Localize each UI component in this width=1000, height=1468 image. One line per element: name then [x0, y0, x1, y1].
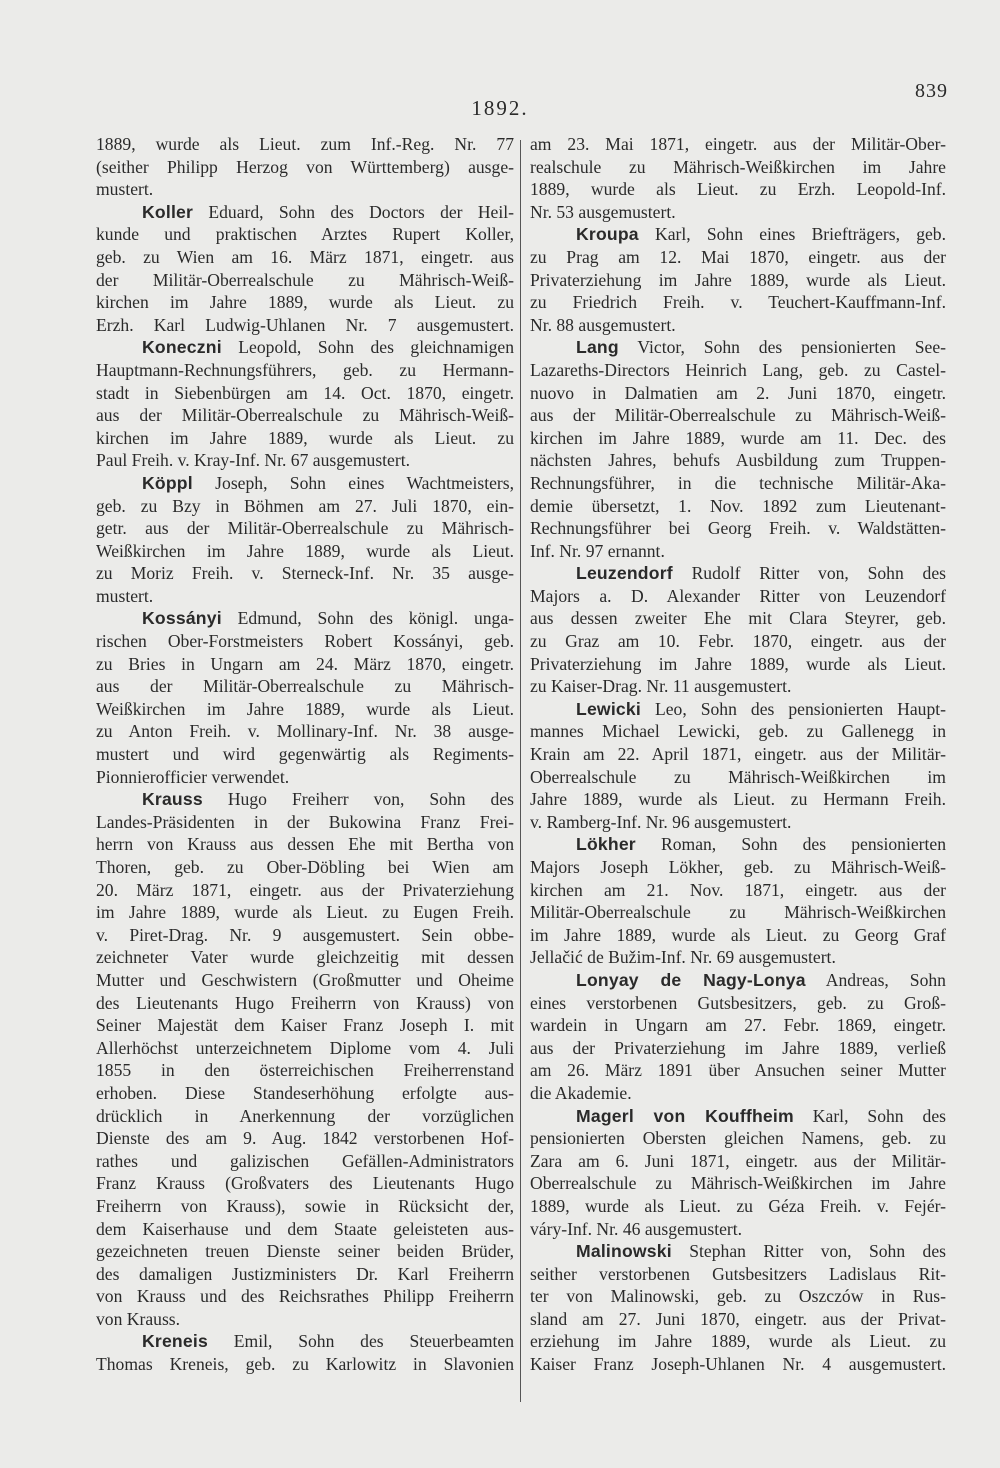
text-line — [530, 630, 946, 653]
text-line — [96, 1308, 514, 1331]
text-line — [530, 992, 946, 1015]
line-text: Dienste des am 9. Aug. 1842 verstorbenen Hof- — [96, 1128, 514, 1149]
line-text: Pionnierofficier verwendet. — [96, 766, 290, 787]
text-line — [96, 1059, 514, 1082]
line-text: gezeichneten treuen Dienste seiner beiden Brüder, — [96, 1241, 514, 1262]
text-line — [530, 1195, 946, 1218]
text-line — [96, 178, 514, 201]
line-text: váry-Inf. Nr. 46 ausgemustert. — [530, 1218, 743, 1239]
line-text: Victor, Sohn des pensionierten See- — [618, 337, 946, 358]
text-line — [96, 743, 514, 766]
text-line — [530, 675, 946, 698]
text-line — [530, 314, 946, 337]
line-text: Nr. 88 ausgemustert. — [530, 314, 676, 335]
text-line — [530, 427, 946, 450]
text-line — [530, 1308, 946, 1331]
line-text: Franz Krauss (Großvaters des Lieutenants Hugo — [96, 1173, 514, 1194]
line-text: Seiner Majestät dem Kaiser Franz Joseph I. mit — [96, 1015, 514, 1036]
line-text: geb. zu Wien am 16. März 1871, eingetr. aus — [96, 246, 514, 267]
line-text: am 26. März 1891 über Ansuchen seiner Mutter — [530, 1060, 946, 1081]
line-text: zu Friedrich Freih. v. Teuchert-Kauffmann-Inf. — [530, 292, 946, 313]
line-text: Karl, Sohn eines Briefträgers, geb. — [638, 224, 946, 245]
text-line — [530, 449, 946, 472]
line-text: kirchen im Jahre 1889, wurde am 11. Dec. des — [530, 427, 946, 448]
text-line — [530, 1240, 946, 1263]
text-line — [530, 585, 946, 608]
line-text: 1855 in den österreichischen Freiherrenstand — [96, 1060, 514, 1081]
text-line — [530, 969, 946, 992]
text-line — [530, 1330, 946, 1353]
line-text: zeichneter Vater wurde gleichzeitig mit dessen — [96, 947, 514, 968]
line-text: v. Ramberg-Inf. Nr. 96 ausgemustert. — [530, 811, 792, 832]
text-line — [96, 540, 514, 563]
line-text: 1889, wurde als Lieut. zu Géza Freih. v. Fejér- — [530, 1195, 946, 1216]
line-text: seither verstorbenen Gutsbesitzers Ladislaus Rit- — [530, 1263, 946, 1284]
text-line — [96, 336, 514, 359]
text-line — [96, 382, 514, 405]
line-text: Stephan Ritter von, Sohn des — [671, 1241, 946, 1262]
line-text: Freiherrn von Krauss), sowie in Rücksicht der, — [96, 1195, 514, 1216]
line-text: im Jahre 1889, wurde als Lieut. zu Georg Graf — [530, 924, 946, 945]
text-line — [96, 607, 514, 630]
text-line — [96, 427, 514, 450]
text-line — [96, 201, 514, 224]
line-text: Mutter und Geschwistern (Großmutter und Oheime — [96, 969, 514, 990]
entry-name: Malinowski — [576, 1241, 672, 1262]
line-text: zu Bries in Ungarn am 24. März 1870, eingetr. — [96, 653, 514, 674]
line-text: Thoren, geb. zu Ober-Döbling bei Wien am — [96, 857, 514, 877]
line-text: getr. aus der Militär-Oberrealschule zu Mährisch- — [96, 518, 514, 539]
line-text: von Krauss und des Reichsrathes Philipp Freiherrn — [96, 1286, 514, 1307]
line-text: nuovo in Dalmatien am 2. Juni 1870, eingetr. — [530, 382, 946, 403]
line-text: Inf. Nr. 97 ernannt. — [530, 540, 665, 561]
text-line — [96, 585, 514, 608]
line-text: Leo, Sohn des pensionierten Haupt- — [640, 698, 946, 719]
line-text: Zara am 6. Juni 1871, eingetr. aus der Militär- — [530, 1150, 946, 1171]
text-line — [530, 562, 946, 585]
line-text: Majors Joseph Lökher, geb. zu Mährisch-Weiß- — [530, 857, 946, 877]
line-text: Weißkirchen im Jahre 1889, wurde als Lieut. — [96, 540, 514, 561]
text-line — [530, 1150, 946, 1173]
line-text: des Lieutenants Hugo Freiherrn von Krauss) von — [96, 992, 514, 1013]
text-line — [96, 449, 514, 472]
text-line — [96, 788, 514, 811]
line-text: erhoben. Diese Standeserhöhung erfolgte aus- — [96, 1082, 514, 1103]
text-line — [96, 856, 514, 879]
text-line — [96, 653, 514, 676]
text-line — [530, 1105, 946, 1128]
text-line — [530, 359, 946, 382]
line-text: Edmund, Sohn des königl. unga- — [221, 608, 514, 629]
text-line — [96, 675, 514, 698]
text-line — [96, 1195, 514, 1218]
text-line — [530, 653, 946, 676]
text-line — [530, 607, 946, 630]
line-text: geb. zu Bzy in Böhmen am 27. Juli 1870, ein- — [96, 495, 514, 516]
text-line — [530, 246, 946, 269]
line-text: Kaiser Franz Joseph-Uhlanen Nr. 4 ausgemustert. — [530, 1354, 946, 1375]
line-text: ter von Malinowski, geb. zu Oszczów in Rus- — [530, 1286, 946, 1307]
text-line — [96, 1127, 514, 1150]
text-line — [530, 1172, 946, 1195]
text-line — [96, 269, 514, 292]
text-line — [530, 901, 946, 924]
line-text: der Militär-Oberrealschule zu Mährisch-Weiß- — [96, 269, 514, 290]
line-text: Andreas, Sohn — [805, 969, 946, 990]
text-line — [530, 1263, 946, 1286]
text-line — [530, 698, 946, 721]
text-line — [530, 178, 946, 201]
text-line — [530, 472, 946, 495]
text-line — [530, 924, 946, 947]
entry-name: Lewicki — [576, 698, 641, 719]
line-text: pensionierten Obersten gleichen Namens, geb. zu — [530, 1128, 946, 1149]
line-text: mustert und wird gegenwärtig als Regiments- — [96, 744, 514, 765]
entry-name: Leuzendorf — [576, 563, 673, 584]
text-line — [96, 223, 514, 246]
line-text: 1889, wurde als Lieut. zum Inf.-Reg. Nr. 77 — [96, 134, 514, 154]
text-line — [96, 901, 514, 924]
line-text: Jahre 1889, wurde als Lieut. zu Hermann Freih. — [530, 789, 946, 810]
line-text: demie übersetzt, 1. Nov. 1892 zum Lieutenant- — [530, 495, 946, 516]
text-line — [530, 1285, 946, 1308]
line-text: Leopold, Sohn des gleichnamigen — [221, 337, 514, 358]
line-text: Privaterziehung im Jahre 1889, wurde als Lieut. — [530, 269, 946, 290]
line-text: stadt in Siebenbürgen am 14. Oct. 1870, eingetr. — [96, 382, 514, 403]
line-text: aus der Privaterziehung im Jahre 1889, verließ — [530, 1037, 946, 1058]
line-text: Hauptmann-Rechnungsführers, geb. zu Hermann- — [96, 359, 514, 380]
text-line — [96, 766, 514, 789]
line-text: nächsten Jahres, behufs Ausbildung zum Truppen- — [530, 450, 946, 471]
line-text: Erzh. Karl Ludwig-Uhlanen Nr. 7 ausgemustert. — [96, 314, 514, 335]
line-text: realschule zu Mährisch-Weißkirchen im Jahre — [530, 156, 946, 177]
text-line — [96, 1218, 514, 1241]
line-text: Emil, Sohn des Steuerbeamten — [207, 1331, 514, 1352]
text-line — [530, 269, 946, 292]
line-text: rischen Ober-Forstmeisters Robert Kossányi, geb. — [96, 631, 514, 652]
entry-name: Lökher — [576, 834, 636, 855]
line-text: zu Graz am 10. Febr. 1870, eingetr. aus der — [530, 631, 946, 652]
text-line — [530, 336, 946, 359]
line-text: Thomas Kreneis, geb. zu Karlowitz in Slavonien — [96, 1354, 514, 1375]
text-line — [530, 1353, 946, 1376]
text-line — [530, 879, 946, 902]
text-line — [96, 133, 514, 156]
line-text: Hugo Freiherr von, Sohn des — [202, 789, 514, 810]
text-line — [530, 1014, 946, 1037]
line-text: aus der Militär-Oberrealschule zu Mährisch- — [96, 676, 514, 697]
line-text: kirchen im Jahre 1889, wurde als Lieut. zu — [96, 427, 514, 448]
line-text: Majors a. D. Alexander Ritter von Leuzendorf — [530, 585, 946, 606]
text-line — [530, 1037, 946, 1060]
line-text: kirchen am 21. Nov. 1871, eingetr. aus der — [530, 879, 946, 900]
text-line — [96, 1150, 514, 1173]
line-text: dem Kaiserhause und dem Staate geleisteten aus- — [96, 1218, 514, 1239]
text-line — [530, 291, 946, 314]
text-line — [96, 562, 514, 585]
line-text: am 23. Mai 1871, eingetr. aus der Militär-Ober- — [530, 134, 946, 154]
text-line — [530, 743, 946, 766]
line-text: im Jahre 1889, wurde als Lieut. zu Eugen Freih. — [96, 902, 514, 923]
line-text: Karl, Sohn des — [793, 1105, 947, 1126]
line-text: von Krauss. — [96, 1308, 181, 1329]
line-text: die Akademie. — [530, 1082, 632, 1103]
line-text: wardein in Ungarn am 27. Febr. 1869, eingetr. — [530, 1015, 946, 1036]
text-line — [96, 1240, 514, 1263]
text-line — [96, 1014, 514, 1037]
line-text: sland am 27. Juni 1870, eingetr. aus der Privat- — [530, 1308, 946, 1329]
entry-name: Kossányi — [142, 608, 222, 629]
text-line — [96, 1172, 514, 1195]
line-text: Roman, Sohn des pensionierten — [635, 834, 946, 855]
line-text: mustert. — [96, 179, 154, 200]
entry-name: Lonyay de Nagy-Lonya — [576, 969, 806, 990]
line-text: mustert. — [96, 585, 154, 606]
text-line — [530, 766, 946, 789]
line-text: Rechnungsführer bei Georg Freih. v. Waldstätten- — [530, 518, 946, 539]
line-text: Rudolf Ritter von, Sohn des — [672, 563, 946, 584]
line-text: zu Prag am 12. Mai 1870, eingetr. aus der — [530, 246, 946, 267]
line-text: aus der Militär-Oberrealschule zu Mährisch-Weiß- — [96, 405, 514, 426]
text-line — [530, 517, 946, 540]
text-line — [96, 1263, 514, 1286]
text-line — [530, 811, 946, 834]
text-line — [96, 404, 514, 427]
text-line — [96, 1037, 514, 1060]
text-line — [96, 1082, 514, 1105]
text-line — [96, 969, 514, 992]
line-text: aus der Militär-Oberrealschule zu Mährisch-Weiß- — [530, 405, 946, 426]
line-text: Privaterziehung im Jahre 1889, wurde als Lieut. — [530, 653, 946, 674]
line-text: Militär-Oberrealschule zu Mährisch-Weißkirchen — [530, 902, 946, 923]
line-text: mannes Michael Lewicki, geb. zu Gallenegg in — [530, 721, 946, 742]
text-line — [96, 924, 514, 947]
text-line — [530, 404, 946, 427]
line-text: (seither Philipp Herzog von Württemberg) ausge- — [96, 156, 514, 177]
text-line — [530, 223, 946, 246]
line-text: Weißkirchen im Jahre 1889, wurde als Lieut. — [96, 698, 514, 719]
running-head-year: 1892. — [471, 96, 529, 120]
text-line — [96, 1353, 514, 1376]
right-column — [530, 133, 946, 1376]
line-text: Oberrealschule zu Mährisch-Weißkirchen im — [530, 766, 946, 787]
text-line — [530, 382, 946, 405]
line-text: Krain am 22. April 1871, eingetr. aus der Militär- — [530, 744, 946, 765]
line-text: rathes und galizischen Gefällen-Administrators — [96, 1150, 514, 1171]
line-text: Paul Freih. v. Kray-Inf. Nr. 67 ausgemustert. — [96, 450, 411, 471]
line-text: Landes-Präsidenten in der Bukowina Franz Frei- — [96, 811, 514, 832]
line-text: Jellačić de Bužim-Inf. Nr. 69 ausgemustert. — [530, 947, 836, 968]
line-text: Oberrealschule zu Mährisch-Weißkirchen im Jahre — [530, 1173, 946, 1194]
text-line — [530, 1218, 946, 1241]
text-line — [530, 946, 946, 969]
text-line — [96, 359, 514, 382]
text-line — [96, 833, 514, 856]
text-line — [96, 1330, 514, 1353]
text-line — [96, 472, 514, 495]
line-text: eines verstorbenen Gutsbesitzers, geb. zu Groß- — [530, 992, 946, 1013]
line-text: 1889, wurde als Lieut. zu Erzh. Leopold-Inf. — [530, 179, 946, 200]
entry-name: Kreneis — [142, 1331, 208, 1352]
entry-name: Köppl — [142, 472, 193, 493]
text-line — [530, 833, 946, 856]
text-line — [530, 788, 946, 811]
text-line — [96, 156, 514, 179]
line-text: aus dessen zweiter Ehe mit Clara Steyrer, geb. — [530, 608, 946, 629]
line-text: zu Anton Freih. v. Mollinary-Inf. Nr. 38 ausge- — [96, 721, 514, 742]
text-line — [96, 517, 514, 540]
line-text: Joseph, Sohn eines Wachtmeisters, — [192, 472, 514, 493]
line-text: des damaligen Justizministers Dr. Karl Freiherrn — [96, 1263, 514, 1284]
text-line — [530, 1082, 946, 1105]
entry-name: Koller — [142, 201, 194, 222]
line-text: 20. März 1871, eingetr. aus der Privaterziehung — [96, 879, 514, 900]
text-line — [96, 1285, 514, 1308]
line-text: zu Kaiser-Drag. Nr. 11 ausgemustert. — [530, 676, 792, 697]
text-line — [96, 1105, 514, 1128]
text-line — [96, 698, 514, 721]
column-divider — [520, 140, 521, 1402]
text-line — [96, 291, 514, 314]
text-line — [530, 495, 946, 518]
line-text: kunde und praktischen Arztes Rupert Koller, — [96, 224, 514, 245]
line-text: Allerhöchst unterzeichnetem Diplome vom 4. Juli — [96, 1037, 514, 1058]
text-line — [530, 856, 946, 879]
line-text: Nr. 53 ausgemustert. — [530, 201, 676, 222]
left-column — [96, 133, 514, 1376]
line-text: drücklich in Anerkennung der vorzüglichen — [96, 1105, 514, 1126]
text-line — [96, 879, 514, 902]
text-line — [530, 201, 946, 224]
text-line — [530, 1059, 946, 1082]
page-number: 839 — [915, 80, 948, 102]
text-line — [96, 811, 514, 834]
line-text: zu Moriz Freih. v. Sterneck-Inf. Nr. 35 ausge- — [96, 563, 514, 584]
text-line — [530, 1127, 946, 1150]
line-text: herrn von Krauss aus dessen Ehe mit Bertha von — [96, 834, 514, 855]
text-line — [96, 314, 514, 337]
text-line — [96, 246, 514, 269]
line-text: Lazareths-Directors Heinrich Lang, geb. zu Castel- — [530, 359, 946, 380]
text-line — [96, 720, 514, 743]
text-line — [96, 992, 514, 1015]
line-text: erziehung im Jahre 1889, wurde als Lieut. zu — [530, 1331, 946, 1352]
entry-name: Lang — [576, 337, 619, 358]
line-text: v. Piret-Drag. Nr. 9 ausgemustert. Sein obbe- — [96, 924, 514, 945]
text-line — [530, 156, 946, 179]
entry-name: Magerl von Kouffheim — [576, 1105, 794, 1126]
entry-name: Kroupa — [576, 224, 639, 245]
line-text: Eduard, Sohn des Doctors der Heil- — [193, 201, 514, 222]
text-line — [96, 946, 514, 969]
line-text: Rechnungsführer, in die technische Militär-Aka- — [530, 472, 946, 493]
entry-name: Koneczni — [142, 337, 222, 358]
entry-name: Krauss — [142, 789, 203, 810]
text-line — [530, 540, 946, 563]
text-line — [96, 630, 514, 653]
text-line — [530, 133, 946, 156]
text-line — [96, 495, 514, 518]
line-text: kirchen im Jahre 1889, wurde als Lieut. zu — [96, 292, 514, 313]
text-line — [530, 720, 946, 743]
